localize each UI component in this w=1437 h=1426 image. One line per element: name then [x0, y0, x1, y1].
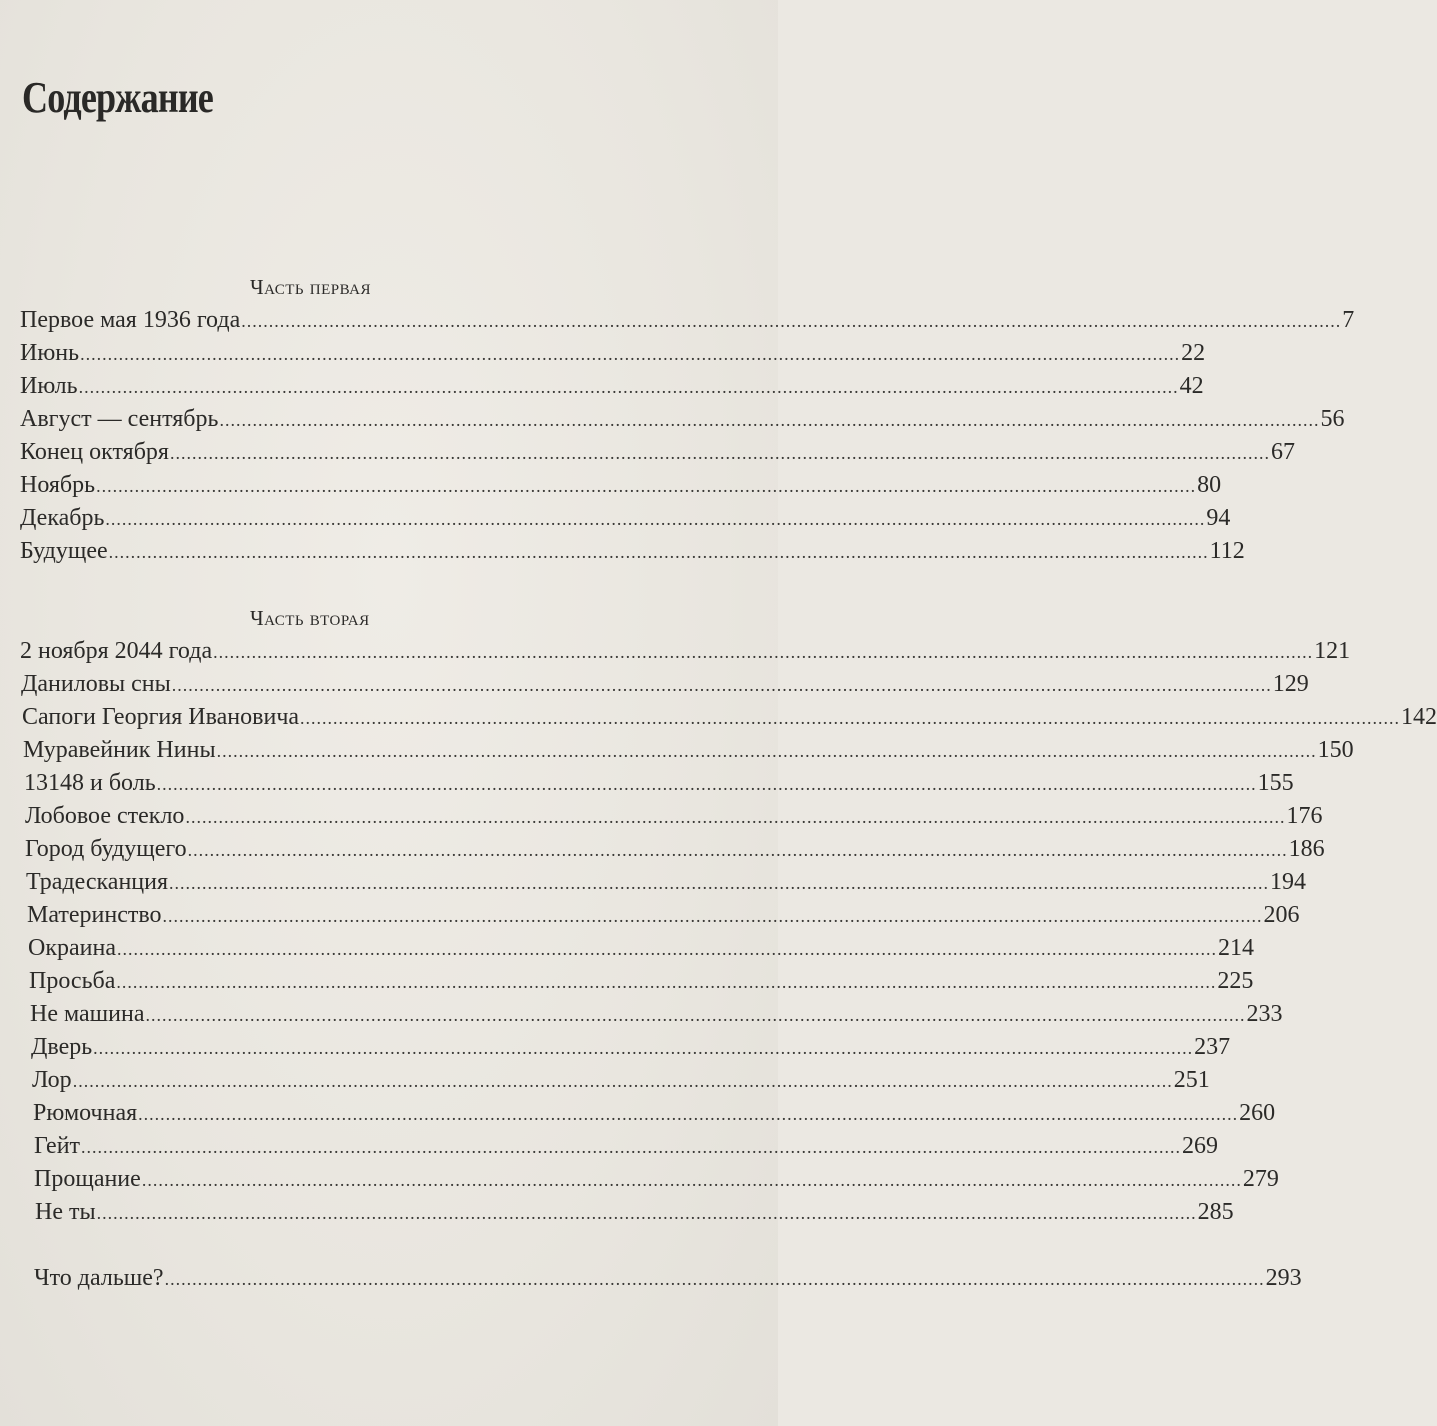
- toc-entry-title: Лор: [32, 1067, 72, 1093]
- toc-leader-dots: ........................................................................................................................................................................................................: [187, 840, 1288, 860]
- toc-leader-dots: ........................................................................................................................................................................................................: [216, 741, 1317, 761]
- toc-leader-dots: ........................................................................................................................................................................................................: [116, 972, 1217, 992]
- toc-page-number: 80: [1197, 472, 1222, 498]
- toc-leader-dots: ........................................................................................................................................................................................................: [145, 1005, 1246, 1025]
- toc-leader-dots: ........................................................................................................................................................................................................: [81, 1137, 1182, 1157]
- toc-entry-title: Август — сентябрь: [20, 406, 219, 432]
- toc-leader-dots: ........................................................................................................................................................................................................: [141, 1170, 1242, 1190]
- toc-page-number: 94: [1206, 505, 1231, 531]
- epilogue-section: [34, 1262, 1302, 1295]
- toc-leader-dots: ........................................................................................................................................................................................................: [219, 410, 1320, 430]
- toc-page-number: 176: [1286, 803, 1323, 829]
- toc-entry: [20, 1031, 1231, 1064]
- toc-entry-title: Гейт: [34, 1133, 81, 1159]
- toc-entry: [20, 899, 1300, 932]
- toc-entry-title: Ноябрь: [20, 472, 96, 498]
- toc-entry-title: 2 ноября 2044 года: [20, 638, 213, 664]
- toc-page-number: 194: [1270, 869, 1307, 895]
- toc-leader-dots: ........................................................................................................................................................................................................: [162, 906, 1263, 926]
- toc-page-number: 233: [1246, 1001, 1283, 1027]
- toc-page-number: 150: [1317, 737, 1354, 763]
- toc-entry-title: Материнство: [27, 902, 162, 928]
- toc-entry-title: Сапоги Георгия Ивановича: [22, 704, 300, 730]
- part-two-entries: [20, 635, 1437, 1229]
- toc-leader-dots: ........................................................................................................................................................................................................: [213, 642, 1314, 662]
- toc-page-number: 225: [1217, 968, 1254, 994]
- toc-entry-title: Что дальше?: [34, 1265, 164, 1291]
- toc-entry: [20, 1064, 1210, 1097]
- toc-leader-dots: ........................................................................................................................................................................................................: [169, 873, 1270, 893]
- toc-page-number: 155: [1257, 770, 1294, 796]
- toc-entry: [20, 734, 1354, 767]
- toc-entry-title: Рюмочная: [33, 1100, 138, 1126]
- toc-entry-title: Просьба: [29, 968, 116, 994]
- toc-entry: [20, 304, 1355, 337]
- toc-page-number: 293: [1265, 1265, 1302, 1291]
- toc-leader-dots: ........................................................................................................................................................................................................: [185, 807, 1286, 827]
- toc-page-number: 260: [1239, 1100, 1276, 1126]
- toc-leader-dots: ........................................................................................................................................................................................................: [93, 1038, 1194, 1058]
- toc-entry: [20, 833, 1325, 866]
- toc-entry: [20, 668, 1309, 701]
- toc-page-number: 142: [1401, 704, 1437, 730]
- toc-leader-dots: ........................................................................................................................................................................................................: [105, 509, 1206, 529]
- toc-leader-dots: ........................................................................................................................................................................................................: [171, 675, 1272, 695]
- toc-leader-dots: ........................................................................................................................................................................................................: [78, 377, 1179, 397]
- page-title: Содержание: [22, 73, 213, 122]
- part-one-section: [20, 270, 1355, 568]
- toc-leader-dots: ........................................................................................................................................................................................................: [72, 1071, 1173, 1091]
- toc-entry: [20, 502, 1231, 535]
- toc-entry: [20, 767, 1294, 800]
- toc-entry: [20, 998, 1283, 1031]
- toc-entry-title: Дверь: [31, 1034, 93, 1060]
- toc-page-number: 186: [1288, 836, 1325, 862]
- toc-leader-dots: ........................................................................................................................................................................................................: [80, 344, 1181, 364]
- toc-page-number: 269: [1182, 1133, 1219, 1159]
- part-two-heading: Часть вторая: [250, 606, 370, 630]
- toc-entry-title: Июль: [20, 373, 78, 399]
- toc-entry-title: Декабрь: [20, 505, 105, 531]
- toc-entry-title: Не машина: [30, 1001, 145, 1027]
- toc-entry: [20, 403, 1345, 436]
- toc-page-number: 279: [1242, 1166, 1279, 1192]
- toc-entry: [20, 370, 1204, 403]
- toc-leader-dots: ........................................................................................................................................................................................................: [138, 1104, 1239, 1124]
- part-one-entries: [20, 304, 1355, 568]
- toc-entry: [20, 436, 1295, 469]
- toc-page-number: 214: [1217, 935, 1254, 961]
- toc-page-number: 56: [1320, 406, 1345, 432]
- toc-entry-title: Даниловы сны: [21, 671, 171, 697]
- toc-entry-title: Муравейник Нины: [23, 737, 216, 763]
- toc-entry: [20, 469, 1222, 502]
- toc-leader-dots: ........................................................................................................................................................................................................: [169, 443, 1270, 463]
- toc-page-number: 7: [1342, 307, 1355, 333]
- toc-leader-dots: ........................................................................................................................................................................................................: [300, 708, 1401, 728]
- toc-leader-dots: ........................................................................................................................................................................................................: [164, 1269, 1265, 1289]
- toc-entry-title: Город будущего: [25, 836, 187, 862]
- part-two-section: [20, 601, 1437, 1229]
- toc-entry-title: 13148 и боль: [24, 770, 156, 796]
- toc-entry-title: Прощание: [34, 1166, 141, 1192]
- toc-page-number: 251: [1173, 1067, 1210, 1093]
- toc-entry: [34, 1262, 1302, 1295]
- toc-leader-dots: ........................................................................................................................................................................................................: [116, 939, 1217, 959]
- toc-entry-title: Будущее: [20, 538, 108, 564]
- toc-entry-title: Июнь: [20, 340, 80, 366]
- toc-leader-dots: ........................................................................................................................................................................................................: [156, 774, 1257, 794]
- toc-page-number: 121: [1314, 638, 1351, 664]
- toc-page-number: 285: [1197, 1199, 1234, 1225]
- toc-entry-title: Традесканция: [26, 869, 169, 895]
- toc-page-number: 112: [1209, 538, 1245, 564]
- toc-entry: [20, 337, 1206, 370]
- toc-entry-title: Лобовое стекло: [25, 803, 185, 829]
- toc-leader-dots: ........................................................................................................................................................................................................: [108, 542, 1209, 562]
- toc-entry-title: Не ты: [35, 1199, 96, 1225]
- toc-entry: [20, 635, 1351, 668]
- toc-page-number: 67: [1270, 439, 1295, 465]
- toc-page-number: 237: [1194, 1034, 1231, 1060]
- toc-entry: [20, 965, 1254, 998]
- toc-leader-dots: ........................................................................................................................................................................................................: [96, 476, 1197, 496]
- toc-entry: [20, 1097, 1276, 1130]
- toc-entry: [20, 800, 1323, 833]
- toc-page-number: 206: [1263, 902, 1300, 928]
- toc-entry-title: Окраина: [28, 935, 116, 961]
- part-one-heading: Часть первая: [250, 275, 371, 299]
- toc-entry-title: Конец октября: [20, 439, 169, 465]
- toc-page-number: 42: [1179, 373, 1204, 399]
- toc-page-number: 129: [1272, 671, 1309, 697]
- toc-entry: [20, 1130, 1219, 1163]
- toc-entry-title: Первое мая 1936 года: [20, 307, 241, 333]
- toc-entry: [20, 1163, 1279, 1196]
- toc-entry: [20, 1196, 1234, 1229]
- toc-entry: [20, 866, 1307, 899]
- toc-entry: [20, 535, 1245, 568]
- toc-entry: [20, 932, 1254, 965]
- toc-leader-dots: ........................................................................................................................................................................................................: [96, 1203, 1197, 1223]
- toc-entry: [20, 701, 1437, 734]
- toc-leader-dots: ........................................................................................................................................................................................................: [241, 311, 1342, 331]
- toc-page-number: 22: [1181, 340, 1206, 366]
